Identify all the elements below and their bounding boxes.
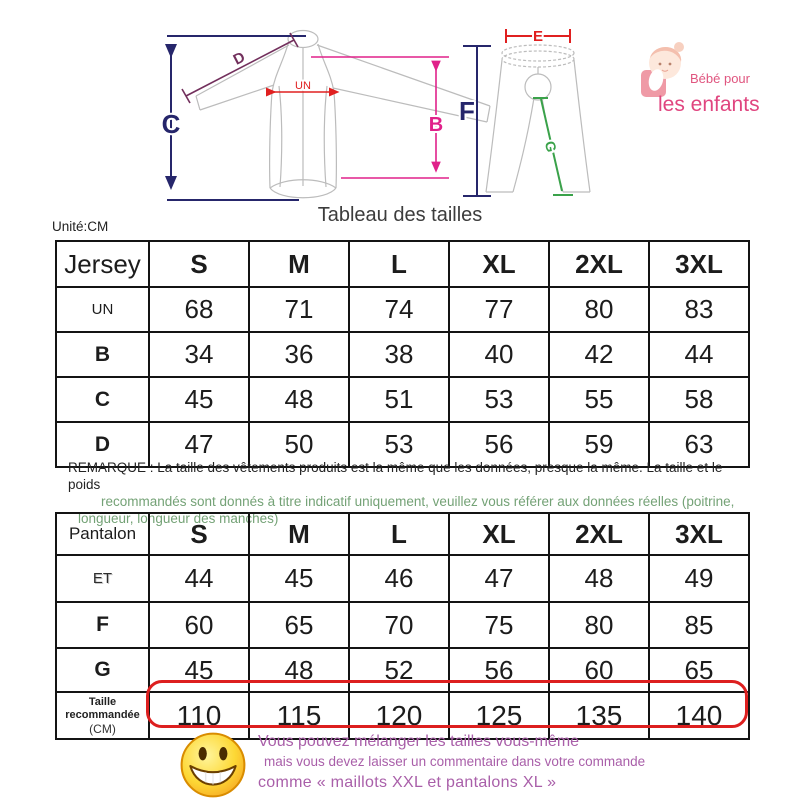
size-header-xl: XL — [449, 513, 549, 555]
row-label: G — [56, 648, 149, 692]
value-cell: 85 — [649, 602, 749, 648]
value-cell: 53 — [349, 422, 449, 467]
value-cell: 74 — [349, 287, 449, 332]
value-cell: 77 — [449, 287, 549, 332]
size-header-l: L — [349, 241, 449, 287]
size-header-s: S — [149, 241, 249, 287]
footer-line3: comme « maillots XXL et pantalons XL » — [258, 774, 557, 791]
value-cell: 51 — [349, 377, 449, 422]
measurement-diagrams — [0, 0, 800, 210]
value-cell: 34 — [149, 332, 249, 377]
jersey-table-title: Jersey — [56, 241, 149, 287]
value-cell: 52 — [349, 648, 449, 692]
value-cell: 55 — [549, 377, 649, 422]
row-label: UN — [56, 287, 149, 332]
value-cell: 50 — [249, 422, 349, 467]
label-un: UN — [295, 80, 311, 92]
footer-line1: Vous pouvez mélanger les tailles vous-même — [258, 733, 580, 750]
pants-size-table — [55, 512, 750, 740]
value-cell: 110 — [149, 692, 249, 739]
value-cell: 140 — [649, 692, 749, 739]
recommended-label: Taille recommandée — [65, 695, 140, 721]
value-cell: 115 — [249, 692, 349, 739]
jersey-header-row — [56, 241, 749, 287]
remark-line1: REMARQUE : La taille des vêtements produits est la même que les données, presque la même. La taille et le poids — [68, 460, 723, 492]
value-cell: 48 — [549, 555, 649, 602]
row-label: ET — [56, 555, 149, 602]
value-cell: 65 — [649, 648, 749, 692]
row-label: B — [56, 332, 149, 377]
value-cell: 38 — [349, 332, 449, 377]
value-cell: 45 — [249, 555, 349, 602]
row-label: F — [56, 602, 149, 648]
value-cell: 125 — [449, 692, 549, 739]
value-cell: 60 — [549, 648, 649, 692]
size-header-2xl: 2XL — [549, 241, 649, 287]
size-header-m: M — [249, 241, 349, 287]
value-cell: 58 — [649, 377, 749, 422]
unit-label: Unité:CM — [52, 219, 109, 234]
value-cell: 68 — [149, 287, 249, 332]
value-cell: 47 — [449, 555, 549, 602]
size-header-l: L — [349, 513, 449, 555]
label-d: D — [230, 48, 249, 69]
value-cell: 42 — [549, 332, 649, 377]
table-row-c — [56, 377, 749, 422]
size-header-3xl: 3XL — [649, 513, 749, 555]
row-label: D — [56, 422, 149, 467]
value-cell: 44 — [649, 332, 749, 377]
pants-header-row — [56, 513, 749, 555]
value-cell: 70 — [349, 602, 449, 648]
baby-mascot-icon — [641, 42, 684, 97]
label-b: B — [428, 114, 444, 136]
value-cell: 48 — [249, 377, 349, 422]
value-cell: 59 — [549, 422, 649, 467]
label-e: E — [532, 28, 544, 45]
value-cell: 75 — [449, 602, 549, 648]
value-cell: 65 — [249, 602, 349, 648]
table-row-g — [56, 648, 749, 692]
value-cell: 80 — [549, 602, 649, 648]
remark-line2: recommandés sont donnés à titre indicatif uniquement, veuillez vous référer aux données réelles (poitrine, — [101, 494, 735, 509]
value-cell: 44 — [149, 555, 249, 602]
value-cell: 47 — [149, 422, 249, 467]
value-cell: 56 — [449, 422, 549, 467]
size-header-m: M — [249, 513, 349, 555]
value-cell: 36 — [249, 332, 349, 377]
label-c: C — [161, 109, 181, 139]
logo-text-line2: les enfants — [658, 93, 760, 116]
value-cell: 48 — [249, 648, 349, 692]
recommended-unit: (CM) — [89, 721, 116, 736]
remark-line3: longueur, longueur des manches) — [78, 511, 279, 526]
logo-text-line1: Bébé pour — [690, 71, 750, 86]
pants-table-title: Pantalon — [56, 513, 149, 555]
table-row-et — [56, 555, 749, 602]
label-g: G — [541, 139, 560, 154]
value-cell: 56 — [449, 648, 549, 692]
value-cell: 46 — [349, 555, 449, 602]
size-header-s: S — [149, 513, 249, 555]
value-cell: 60 — [149, 602, 249, 648]
value-cell: 53 — [449, 377, 549, 422]
size-header-xl: XL — [449, 241, 549, 287]
value-cell: 49 — [649, 555, 749, 602]
smiley-icon — [178, 730, 248, 800]
row-label-recommended — [56, 692, 149, 739]
table-row-b — [56, 332, 749, 377]
value-cell: 45 — [149, 377, 249, 422]
table-row-recommended-size — [56, 692, 749, 739]
value-cell: 83 — [649, 287, 749, 332]
footer-line2: mais vous devez laisser un commentaire dans votre commande — [264, 754, 646, 769]
value-cell: 71 — [249, 287, 349, 332]
value-cell: 40 — [449, 332, 549, 377]
size-header-3xl: 3XL — [649, 241, 749, 287]
page-title: Tableau des tailles — [317, 204, 483, 226]
value-cell: 120 — [349, 692, 449, 739]
jersey-size-table — [55, 240, 750, 468]
footer-note — [258, 733, 645, 792]
table-row-f — [56, 602, 749, 648]
row-label: C — [56, 377, 149, 422]
pants-outline-drawing — [486, 45, 590, 192]
label-f: F — [459, 96, 475, 126]
value-cell: 45 — [149, 648, 249, 692]
size-header-2xl: 2XL — [549, 513, 649, 555]
value-cell: 63 — [649, 422, 749, 467]
table-row-un — [56, 287, 749, 332]
value-cell: 80 — [549, 287, 649, 332]
brand-logo — [641, 42, 760, 116]
value-cell: 135 — [549, 692, 649, 739]
